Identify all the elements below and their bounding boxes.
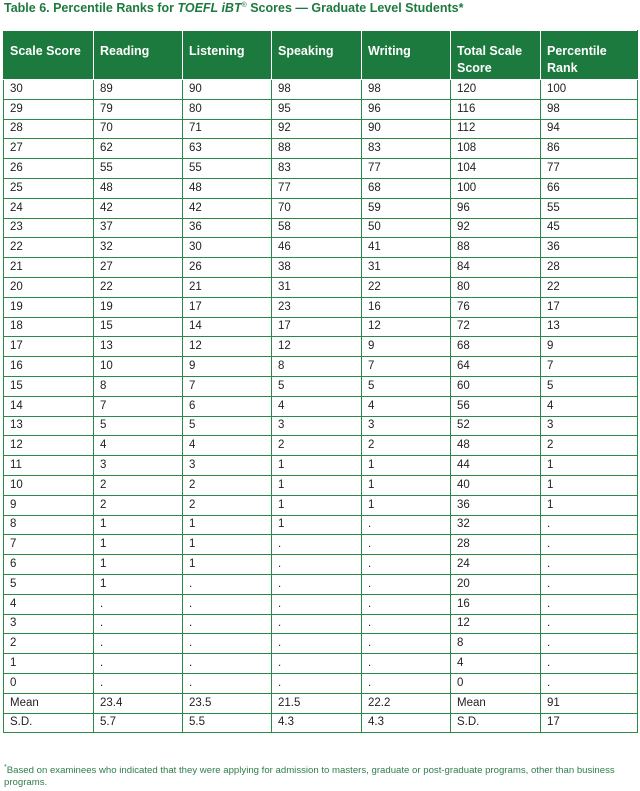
table-cell: 28 <box>4 119 94 139</box>
table-row <box>4 139 638 159</box>
table-cell: 4 <box>451 654 541 674</box>
table-cell: 5 <box>4 574 94 594</box>
table-cell: 22 <box>4 238 94 258</box>
table-cell: 83 <box>362 139 451 159</box>
table-row <box>4 119 638 139</box>
table-cell: 19 <box>94 297 183 317</box>
table-cell: . <box>362 574 451 594</box>
table-cell: . <box>94 673 183 693</box>
table-cell: 17 <box>183 297 272 317</box>
table-row <box>4 614 638 634</box>
table-cell: 48 <box>451 436 541 456</box>
table-cell: 1 <box>183 555 272 575</box>
table-cell: 90 <box>183 80 272 100</box>
table-cell: 13 <box>541 317 638 337</box>
table-cell: 5 <box>272 376 362 396</box>
table-cell: 7 <box>4 535 94 555</box>
title-suffix: Scores — Graduate Level Students* <box>246 1 464 15</box>
table-cell: 26 <box>183 258 272 278</box>
table-cell: 37 <box>94 218 183 238</box>
table-cell: . <box>272 574 362 594</box>
table-cell: 9 <box>541 337 638 357</box>
table-row <box>4 277 638 297</box>
table-cell: 23.5 <box>183 693 272 713</box>
table-cell: 55 <box>541 198 638 218</box>
table-cell: 23 <box>4 218 94 238</box>
table-cell: 98 <box>272 80 362 100</box>
table-cell: 2 <box>362 436 451 456</box>
table-cell: 13 <box>4 416 94 436</box>
table-row <box>4 238 638 258</box>
column-header: Total Scale Score <box>451 31 541 80</box>
table-cell: 1 <box>272 475 362 495</box>
table-cell: 86 <box>541 139 638 159</box>
table-cell: 3 <box>183 456 272 476</box>
table-cell: 17 <box>4 337 94 357</box>
table-row <box>4 693 638 713</box>
footnote <box>4 762 636 789</box>
table-cell: 64 <box>451 357 541 377</box>
table-cell: 5 <box>541 376 638 396</box>
table-row <box>4 634 638 654</box>
table-row <box>4 376 638 396</box>
table-cell: . <box>362 535 451 555</box>
table-cell: . <box>272 614 362 634</box>
table-cell: 7 <box>94 396 183 416</box>
table-cell: 98 <box>541 99 638 119</box>
table-cell: . <box>183 654 272 674</box>
table-cell: 3 <box>94 456 183 476</box>
table-cell: 2 <box>94 475 183 495</box>
table-cell: 21.5 <box>272 693 362 713</box>
table-cell: 5 <box>183 416 272 436</box>
table-cell: 77 <box>541 159 638 179</box>
table-row <box>4 594 638 614</box>
table-cell: 1 <box>94 515 183 535</box>
table-row <box>4 416 638 436</box>
table-cell: 15 <box>94 317 183 337</box>
table-cell: 59 <box>362 198 451 218</box>
table-cell: 48 <box>183 178 272 198</box>
table-row <box>4 515 638 535</box>
table-cell: 8 <box>4 515 94 535</box>
table-cell: 17 <box>541 297 638 317</box>
table-cell: . <box>183 673 272 693</box>
table-cell: . <box>541 535 638 555</box>
table-cell: 58 <box>272 218 362 238</box>
table-cell: 70 <box>272 198 362 218</box>
table-cell: . <box>541 673 638 693</box>
table-row <box>4 297 638 317</box>
table-row <box>4 654 638 674</box>
table-cell: 68 <box>362 178 451 198</box>
table-cell: 9 <box>183 357 272 377</box>
table-cell: 12 <box>451 614 541 634</box>
column-header: Writing <box>362 31 451 80</box>
table-cell: 84 <box>451 258 541 278</box>
table-cell: 26 <box>4 159 94 179</box>
table-cell: . <box>362 515 451 535</box>
table-cell: 3 <box>362 416 451 436</box>
table-cell: 11 <box>4 456 94 476</box>
table-cell: 6 <box>183 396 272 416</box>
table-cell: 21 <box>183 277 272 297</box>
table-cell: Mean <box>4 693 94 713</box>
table-cell: 79 <box>94 99 183 119</box>
table-cell: 50 <box>362 218 451 238</box>
table-cell: S.D. <box>4 713 94 733</box>
table-cell: 1 <box>272 495 362 515</box>
table-row <box>4 673 638 693</box>
table-row <box>4 178 638 198</box>
table-row <box>4 99 638 119</box>
table-cell: 0 <box>451 673 541 693</box>
table-cell: 4 <box>94 436 183 456</box>
table-cell: 1 <box>541 475 638 495</box>
table-cell: 91 <box>541 693 638 713</box>
table-row <box>4 574 638 594</box>
table-cell: 29 <box>4 99 94 119</box>
table-cell: 4 <box>183 436 272 456</box>
percentile-table <box>3 30 638 733</box>
table-cell: 12 <box>272 337 362 357</box>
table-cell: 1 <box>4 654 94 674</box>
table-cell: 42 <box>183 198 272 218</box>
table-cell: 16 <box>362 297 451 317</box>
table-cell: 41 <box>362 238 451 258</box>
table-cell: 70 <box>94 119 183 139</box>
table-cell: 2 <box>94 495 183 515</box>
column-header: Scale Score <box>4 31 94 80</box>
table-cell: 55 <box>183 159 272 179</box>
table-cell: . <box>362 654 451 674</box>
table-cell: 2 <box>183 475 272 495</box>
table-cell: 96 <box>362 99 451 119</box>
table-body <box>4 80 638 733</box>
header-row <box>4 31 638 80</box>
table-cell: 10 <box>4 475 94 495</box>
table-cell: 28 <box>541 258 638 278</box>
table-cell: 116 <box>451 99 541 119</box>
table-cell: 23 <box>272 297 362 317</box>
table-row <box>4 555 638 575</box>
table-cell: 13 <box>94 337 183 357</box>
table-cell: 88 <box>272 139 362 159</box>
table-cell: 90 <box>362 119 451 139</box>
table-row <box>4 80 638 100</box>
table-cell: 7 <box>541 357 638 377</box>
table-cell: 23.4 <box>94 693 183 713</box>
table-title <box>4 1 464 15</box>
table-cell: 24 <box>4 198 94 218</box>
table-row <box>4 258 638 278</box>
table-cell: 46 <box>272 238 362 258</box>
column-header: Reading <box>94 31 183 80</box>
table-cell: . <box>362 555 451 575</box>
table-cell: 5 <box>362 376 451 396</box>
table-cell: 36 <box>541 238 638 258</box>
table-cell: 77 <box>362 159 451 179</box>
table-cell: 32 <box>451 515 541 535</box>
table-cell: 2 <box>541 436 638 456</box>
table-cell: . <box>272 594 362 614</box>
table-cell: 22.2 <box>362 693 451 713</box>
table-cell: 45 <box>541 218 638 238</box>
table-cell: 68 <box>451 337 541 357</box>
table-cell: 1 <box>272 515 362 535</box>
column-header: Listening <box>183 31 272 80</box>
table-cell: 4 <box>541 396 638 416</box>
table-cell: . <box>94 634 183 654</box>
table-row <box>4 317 638 337</box>
table-cell: 16 <box>451 594 541 614</box>
title-italic: TOEFL iBT <box>177 1 242 15</box>
table-cell: Mean <box>451 693 541 713</box>
table-cell: 7 <box>183 376 272 396</box>
table-cell: 56 <box>451 396 541 416</box>
table-cell: 2 <box>272 436 362 456</box>
table-cell: 1 <box>272 456 362 476</box>
table-cell: 21 <box>4 258 94 278</box>
table-cell: 100 <box>541 80 638 100</box>
table-cell: 4.3 <box>272 713 362 733</box>
table-cell: 77 <box>272 178 362 198</box>
table-cell: 8 <box>94 376 183 396</box>
table-cell: 8 <box>451 634 541 654</box>
table-cell: 55 <box>94 159 183 179</box>
table-cell: 22 <box>94 277 183 297</box>
table-cell: 76 <box>451 297 541 317</box>
table-cell: . <box>362 594 451 614</box>
title-prefix: Table 6. Percentile Ranks for <box>4 1 178 15</box>
table-cell: . <box>183 614 272 634</box>
table-cell: 108 <box>451 139 541 159</box>
table-cell: 7 <box>362 357 451 377</box>
table-cell: 1 <box>541 456 638 476</box>
table-cell: 60 <box>451 376 541 396</box>
table-cell: . <box>541 555 638 575</box>
table-cell: 22 <box>541 277 638 297</box>
table-cell: 100 <box>451 178 541 198</box>
table-cell: 4 <box>362 396 451 416</box>
table-cell: 88 <box>451 238 541 258</box>
table-cell: 12 <box>183 337 272 357</box>
table-row <box>4 495 638 515</box>
table-cell: 9 <box>362 337 451 357</box>
table-cell: 5.7 <box>94 713 183 733</box>
table-cell: 36 <box>183 218 272 238</box>
table-row <box>4 218 638 238</box>
table-cell: 98 <box>362 80 451 100</box>
table-cell: 1 <box>362 495 451 515</box>
table-row <box>4 713 638 733</box>
table-cell: 19 <box>4 297 94 317</box>
table-cell: 2 <box>183 495 272 515</box>
table-cell: . <box>183 594 272 614</box>
table-cell: 4 <box>272 396 362 416</box>
table-cell: 42 <box>94 198 183 218</box>
table-cell: . <box>183 634 272 654</box>
table-cell: 8 <box>272 357 362 377</box>
title-mark: ® <box>241 1 247 9</box>
table-cell: 15 <box>4 376 94 396</box>
footnote-mark: * <box>4 764 7 771</box>
table-cell: 20 <box>451 574 541 594</box>
table-cell: . <box>541 634 638 654</box>
table-cell: 66 <box>541 178 638 198</box>
table-cell: 0 <box>4 673 94 693</box>
table-cell: 83 <box>272 159 362 179</box>
table-cell: . <box>272 673 362 693</box>
table-cell: 30 <box>4 80 94 100</box>
table-cell: 32 <box>94 238 183 258</box>
table-cell: . <box>541 515 638 535</box>
table-cell: 1 <box>94 555 183 575</box>
table-cell: 16 <box>4 357 94 377</box>
table-cell: 96 <box>451 198 541 218</box>
table-cell: 25 <box>4 178 94 198</box>
table-cell: . <box>94 654 183 674</box>
table-cell: . <box>362 673 451 693</box>
table-cell: 4.3 <box>362 713 451 733</box>
table-cell: . <box>362 634 451 654</box>
table-cell: 27 <box>94 258 183 278</box>
table-cell: 1 <box>541 495 638 515</box>
table-cell: 1 <box>183 515 272 535</box>
table-cell: 52 <box>451 416 541 436</box>
table-row <box>4 357 638 377</box>
table-cell: . <box>541 574 638 594</box>
table-cell: 1 <box>94 535 183 555</box>
table-cell: 28 <box>451 535 541 555</box>
table-cell: 44 <box>451 456 541 476</box>
column-header: Speaking <box>272 31 362 80</box>
table-cell: 1 <box>362 475 451 495</box>
table-cell: 31 <box>272 277 362 297</box>
table-cell: 71 <box>183 119 272 139</box>
table-cell: 104 <box>451 159 541 179</box>
table-cell: 17 <box>541 713 638 733</box>
table-row <box>4 456 638 476</box>
table-cell: 12 <box>362 317 451 337</box>
table-cell: 24 <box>451 555 541 575</box>
table-row <box>4 396 638 416</box>
table-cell: 94 <box>541 119 638 139</box>
table-cell: S.D. <box>451 713 541 733</box>
table-cell: 80 <box>183 99 272 119</box>
table-cell: 14 <box>4 396 94 416</box>
table-cell: 3 <box>272 416 362 436</box>
table-cell: 120 <box>451 80 541 100</box>
table-cell: 48 <box>94 178 183 198</box>
table-cell: 1 <box>183 535 272 555</box>
table-cell: 95 <box>272 99 362 119</box>
table-row <box>4 337 638 357</box>
table-cell: 1 <box>94 574 183 594</box>
table-cell: . <box>272 555 362 575</box>
table-cell: 18 <box>4 317 94 337</box>
table-cell: 89 <box>94 80 183 100</box>
table-cell: 72 <box>451 317 541 337</box>
table-cell: 92 <box>272 119 362 139</box>
table-cell: 31 <box>362 258 451 278</box>
footnote-text: Based on examinees who indicated that they were applying for admission to masters, graduate or post-graduate programs, other than business programs. <box>4 765 615 789</box>
table-cell: 1 <box>362 456 451 476</box>
table-cell: 5.5 <box>183 713 272 733</box>
table-cell: . <box>183 574 272 594</box>
table-cell: 63 <box>183 139 272 159</box>
table-row <box>4 159 638 179</box>
table-cell: 20 <box>4 277 94 297</box>
column-header: Percentile Rank <box>541 31 638 80</box>
table-cell: 4 <box>4 594 94 614</box>
table-cell: 62 <box>94 139 183 159</box>
table-row <box>4 535 638 555</box>
table-cell: . <box>272 654 362 674</box>
table-row <box>4 198 638 218</box>
table-cell: 30 <box>183 238 272 258</box>
table-cell: 9 <box>4 495 94 515</box>
table-cell: 38 <box>272 258 362 278</box>
table-cell: 80 <box>451 277 541 297</box>
table-cell: 5 <box>94 416 183 436</box>
table-cell: 14 <box>183 317 272 337</box>
table-cell: 12 <box>4 436 94 456</box>
table-cell: . <box>541 594 638 614</box>
table-cell: . <box>272 634 362 654</box>
table-cell: 40 <box>451 475 541 495</box>
table-cell: . <box>94 594 183 614</box>
table-cell: 3 <box>541 416 638 436</box>
table-row <box>4 475 638 495</box>
table-cell: . <box>94 614 183 634</box>
table-cell: 22 <box>362 277 451 297</box>
table-cell: 10 <box>94 357 183 377</box>
table-cell: 36 <box>451 495 541 515</box>
table-cell: 27 <box>4 139 94 159</box>
table-cell: 3 <box>4 614 94 634</box>
table-row <box>4 436 638 456</box>
table-cell: 2 <box>4 634 94 654</box>
table-cell: . <box>272 535 362 555</box>
table-cell: . <box>541 654 638 674</box>
table-cell: . <box>362 614 451 634</box>
table-cell: 17 <box>272 317 362 337</box>
table-cell: 112 <box>451 119 541 139</box>
table-cell: 92 <box>451 218 541 238</box>
table-cell: . <box>541 614 638 634</box>
table-cell: 6 <box>4 555 94 575</box>
